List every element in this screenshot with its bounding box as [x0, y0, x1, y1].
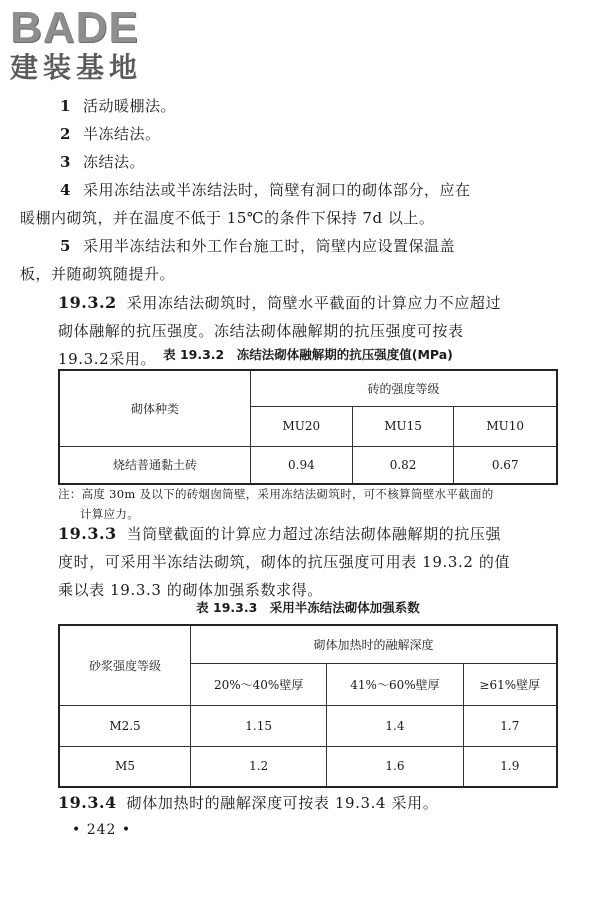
row-label: M2.5 [59, 705, 191, 746]
clause-19-3-3 [58, 520, 558, 604]
list-item-1 [60, 92, 560, 120]
grade-header: MU20 [251, 406, 353, 446]
row-label: 烧结普通黏土砖 [59, 446, 251, 484]
list-item-3 [60, 148, 560, 176]
item-text-continued: 板，并随砌筑随提升。 [20, 265, 176, 283]
column-header: 砌体种类 [59, 370, 251, 446]
item-number: 5 [60, 237, 71, 255]
clause-19-3-4 [58, 789, 558, 817]
logo-latin: BADE [10, 3, 139, 52]
clause-number: 19.3.3 [58, 524, 117, 543]
item-number: 4 [60, 181, 71, 199]
list-item-4 [20, 176, 560, 232]
table-cell: 0.67 [454, 446, 557, 484]
depth-header: ≥61%壁厚 [463, 663, 557, 705]
table-row [59, 746, 557, 787]
table-row [59, 705, 557, 746]
grade-header: MU10 [454, 406, 557, 446]
list-item-5 [20, 232, 560, 288]
table-19-3-2 [58, 369, 558, 485]
item-number: 2 [60, 125, 71, 143]
list-item-2 [60, 120, 560, 148]
table-cell: 1.9 [463, 746, 557, 787]
grade-header: MU15 [352, 406, 454, 446]
page-number: • 242 • [72, 822, 132, 838]
item-text: 半冻结法。 [82, 125, 161, 143]
depth-header: 20%～40%壁厚 [191, 663, 327, 705]
group-header: 砖的强度等级 [251, 370, 558, 406]
item-text: 采用冻结法或半冻结法时，筒壁有洞口的砌体部分，应在 [82, 181, 471, 199]
clause-text: 乘以表 19.3.3 的砌体加强系数求得。 [58, 581, 323, 599]
clause-text: 当筒壁截面的计算应力超过冻结法砌体融解期的抗压强 [126, 525, 502, 543]
table-cell: 1.2 [191, 746, 327, 787]
note-text: 注：高度 30m 及以下的砖烟囱筒壁，采用冻结法砌筑时，可不核算筒壁水平截面的 [58, 487, 494, 501]
table-note [58, 484, 558, 524]
row-label: M5 [59, 746, 191, 787]
item-text-continued: 暖棚内砌筑，并在温度不低于 15℃的条件下保持 7d 以上。 [20, 209, 435, 227]
item-text: 活动暖棚法。 [82, 97, 176, 115]
table-19-3-3 [58, 624, 558, 788]
item-text: 采用半冻结法和外工作台施工时，筒壁内应设置保温盖 [82, 237, 455, 255]
item-text: 冻结法。 [82, 153, 145, 171]
table-cell: 1.15 [191, 705, 327, 746]
table-caption-19-3-3: 表 19.3.3 采用半冻结法砌体加强系数 [196, 600, 420, 615]
logo [10, 3, 180, 84]
depth-header: 41%～60%壁厚 [327, 663, 463, 705]
table-cell: 1.4 [327, 705, 463, 746]
item-number: 1 [60, 97, 71, 115]
table-cell: 1.6 [327, 746, 463, 787]
clause-text: 采用冻结法砌筑时，筒壁水平截面的计算应力不应超过 [126, 294, 502, 312]
item-number: 3 [60, 153, 71, 171]
column-header: 砂浆强度等级 [59, 625, 191, 705]
table-cell: 0.94 [251, 446, 353, 484]
group-header: 砌体加热时的融解深度 [191, 625, 558, 663]
clause-text: 19.3.2采用。 [58, 350, 157, 368]
clause-text: 砌体融解的抗压强度。冻结法砌体融解期的抗压强度可按表 [58, 322, 464, 340]
logo-cjk: 建装基地 [10, 51, 143, 84]
clause-text: 砌体加热时的融解深度可按表 19.3.4 采用。 [126, 794, 439, 812]
clause-number: 19.3.4 [58, 793, 117, 812]
table-row [59, 446, 557, 484]
table-caption-19-3-2: 表 19.3.2 冻结法砌体融解期的抗压强度值(MPa) [163, 347, 453, 362]
clause-number: 19.3.2 [58, 293, 117, 312]
table-cell: 1.7 [463, 705, 557, 746]
note-text-continued: 计算应力。 [80, 507, 139, 521]
clause-text: 度时，可采用半冻结法砌筑，砌体的抗压强度可用表 19.3.2 的值 [58, 553, 511, 571]
table-cell: 0.82 [352, 446, 454, 484]
